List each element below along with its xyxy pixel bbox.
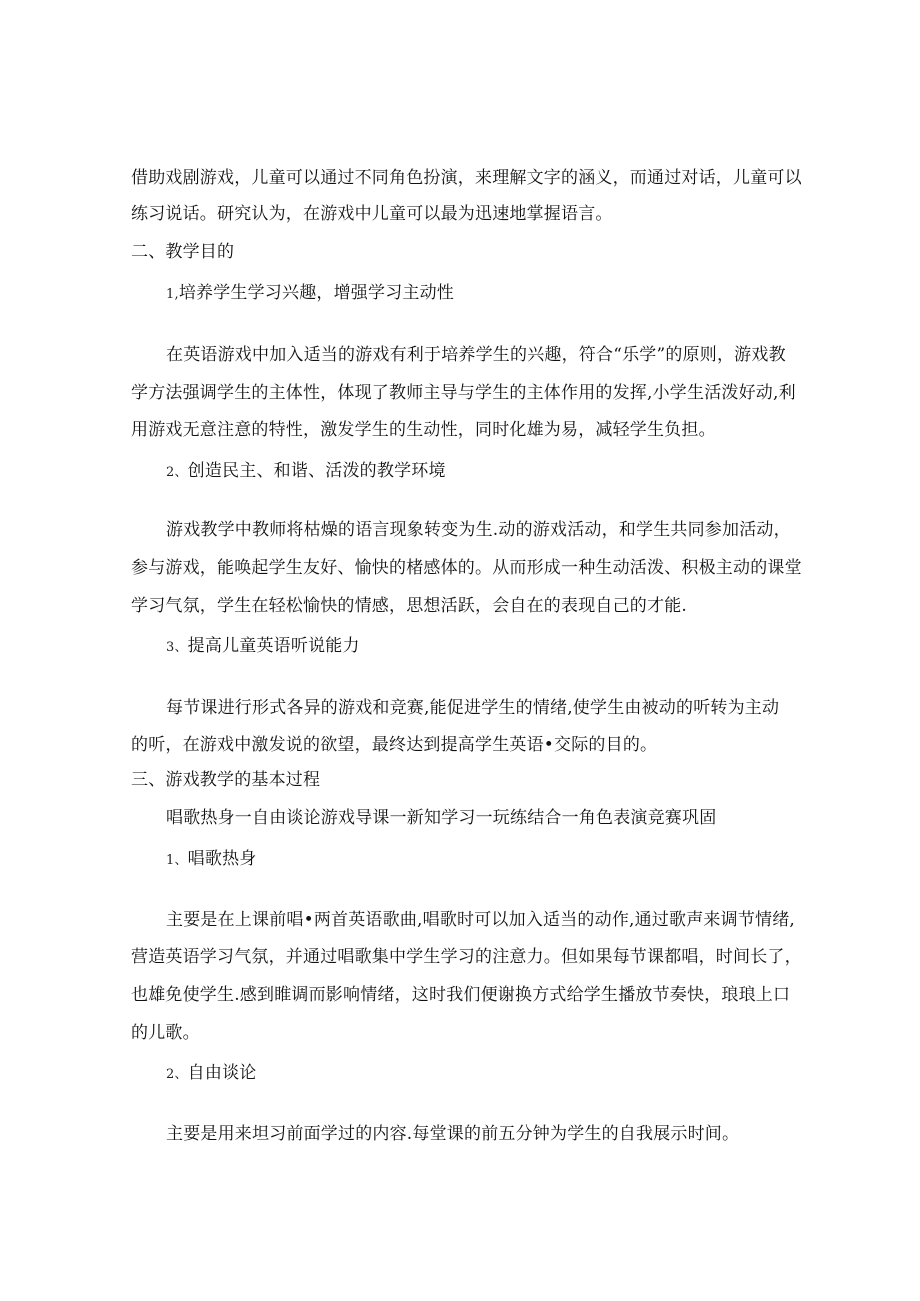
subheading-title: 唱歌热身 — [187, 849, 257, 869]
subheading-title: 自由谈论 — [187, 1063, 257, 1083]
subheading-3-2 — [166, 1061, 256, 1087]
section-heading-2: 二、教学目的 — [131, 242, 235, 262]
subheading-number: 1、 — [166, 853, 188, 868]
subheading-title: 提高儿童英语听说能力 — [187, 636, 360, 656]
subheading-number: 1, — [166, 287, 179, 302]
subheading-number: 2、 — [166, 1067, 188, 1082]
paragraph-line: 在英语游戏中加入适当的游戏有利于培养学生的兴趣，符合“乐学”的原则，游戏教 — [166, 345, 786, 365]
paragraph-line: 也雄免使学生.感到睢调而影响情绪，这时我们便谢换方式给学生播放节奏快，琅琅上口 — [131, 985, 791, 1005]
subheading-title: 培养学生学习兴趣，增强学习主动性 — [178, 283, 455, 303]
subheading-2-2 — [166, 459, 446, 485]
paragraph-line: 参与游戏，能唤起学生友好、愉快的楮感体的。从而形成一种生动活泼、积极主动的课堂 — [131, 558, 802, 578]
paragraph-line: 主要是在上课前唱•两首英语歌曲,唱歌时可以加入适当的动作,通过歌声来调节情绪, — [166, 910, 796, 930]
paragraph-line: 用游戏无意注意的特性，激发学生的生动性，同时化雄为易，减轻学生负担。 — [131, 420, 716, 440]
subheading-2-3 — [166, 634, 360, 660]
paragraph-line: 营造英语学习气氛，并通过唱歌集中学生学习的注意力。但如果每节课都唱，时间长了， — [131, 947, 802, 967]
subheading-number: 2、 — [166, 465, 188, 480]
paragraph-line: 的儿歌。 — [131, 1023, 200, 1043]
subheading-2-1 — [166, 281, 454, 307]
subheading-title: 创造民主、和谐、活泼的教学环境 — [187, 461, 446, 481]
subheading-number: 3、 — [166, 640, 188, 655]
paragraph-line: 主要是用来坦习前面学过的内容.每堂课的前五分钟为学生的自我展示时间。 — [166, 1124, 740, 1144]
paragraph-line: 学习气氛，学生在轻松愉快的情感，思想活跃，会自在的表现自己的才能. — [131, 596, 688, 616]
subheading-3-1 — [166, 847, 256, 873]
paragraph-line: 学方法强调学生的主体性，体现了教师主导与学生的主体作用的发挥,小学生活泼好动,利 — [131, 383, 796, 403]
paragraph-line: 的听，在游戏中激发说的欲望，最终达到提高学生英语•交际的目的。 — [131, 735, 658, 755]
process-flow: 唱歌热身一自由谈论游戏导课一新知学习一玩练结合一角色表演竞赛巩固 — [166, 808, 717, 828]
intro-line-2: 练习说话。研究认为，在游戏中儿童可以最为迅速地掌握语言。 — [131, 204, 613, 224]
paragraph-line: 游戏教学中教师将枯燥的语言现象转变为生.动的游戏活动，和学生共同参加活动， — [166, 520, 791, 540]
intro-line-1: 借助戏剧游戏，儿童可以通过不同角色扮演，来理解文字的涵义，而通过对话，儿童可以 — [131, 168, 802, 188]
paragraph-line: 每节课进行形式各异的游戏和竞赛,能促进学生的情绪,使学生由被动的听转为主动 — [166, 698, 780, 718]
section-heading-3: 三、游戏教学的基本过程 — [131, 770, 321, 790]
